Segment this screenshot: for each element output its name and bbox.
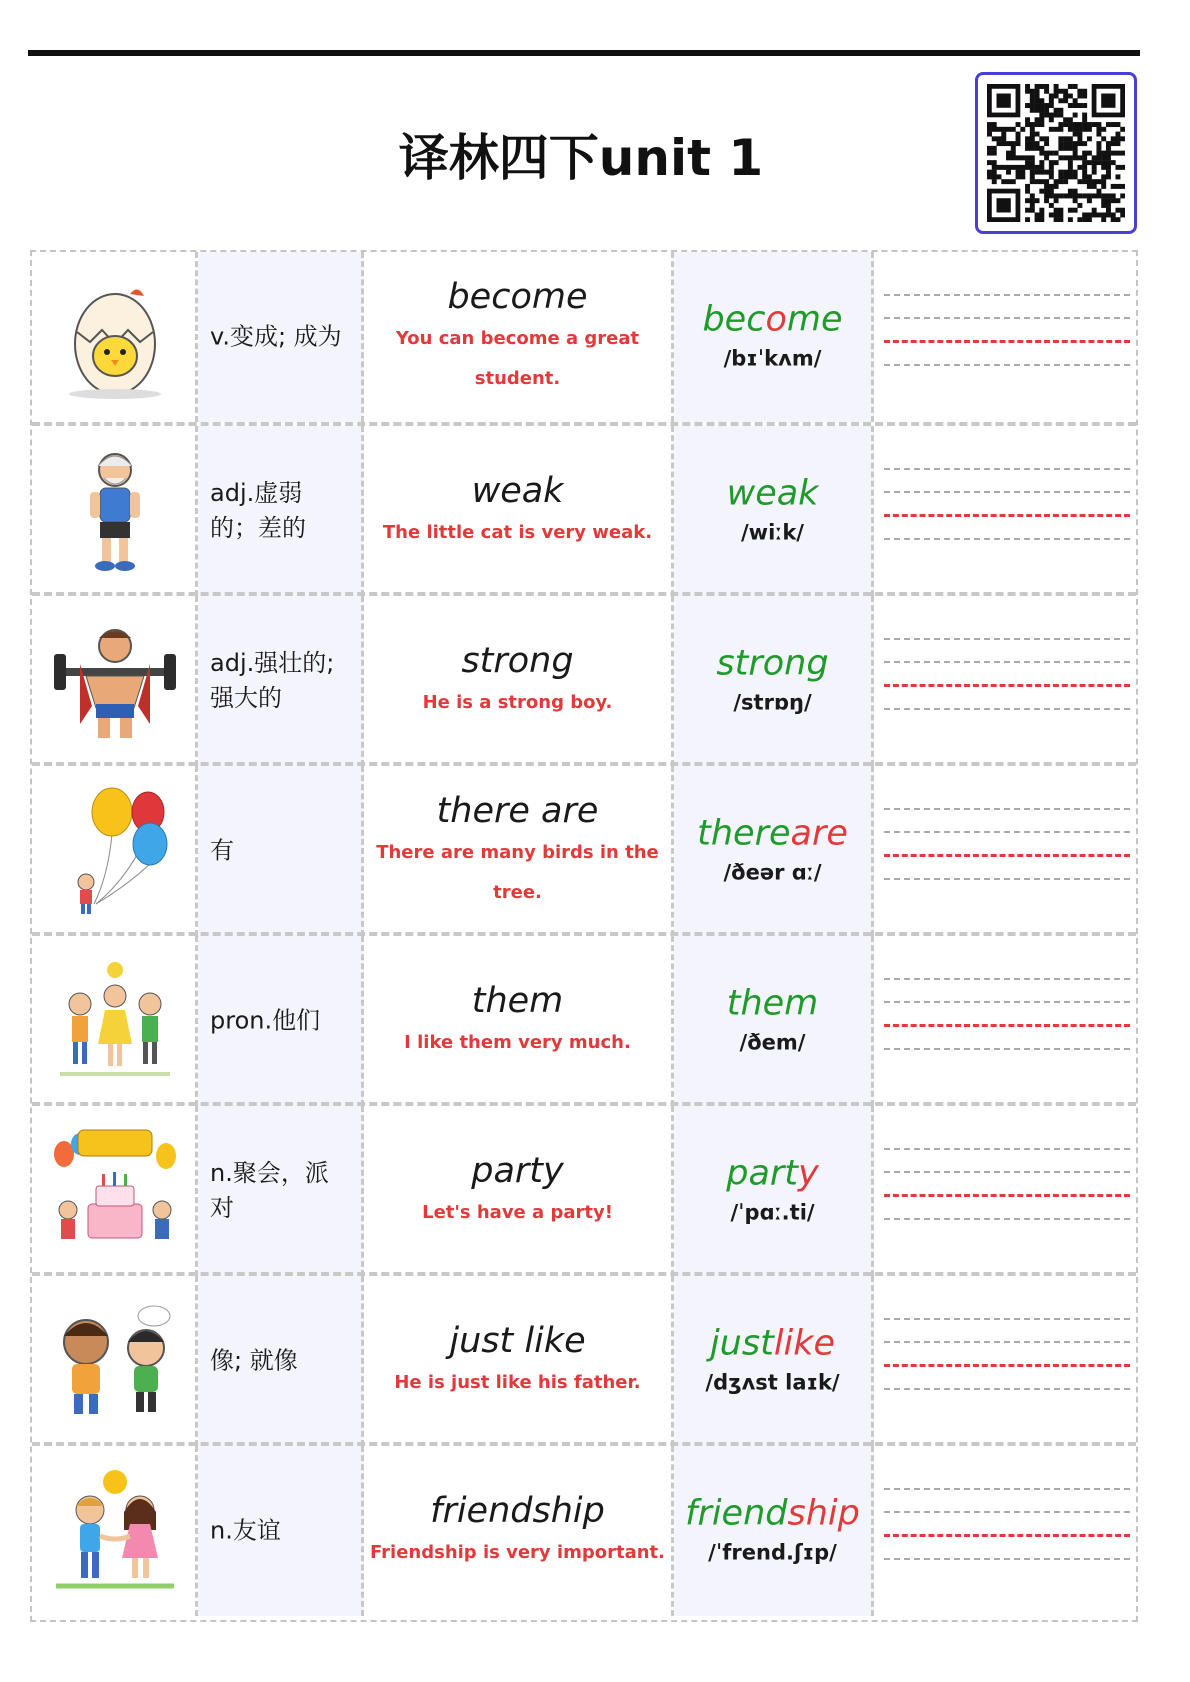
vocabulary-table [30, 250, 1138, 1622]
phonetic-text: /ˈpɑː.ti/ [730, 1200, 815, 1225]
phonetic-text: /strɒŋ/ [733, 690, 812, 715]
meaning-text: adj.强壮的; 强大的 [210, 649, 335, 712]
vocab-row [32, 1442, 1136, 1616]
word-text: friendship [430, 1491, 605, 1531]
meaning-cell [198, 1276, 364, 1446]
vocab-row [32, 932, 1136, 1106]
meaning-cell [198, 936, 364, 1106]
spelling-cell [674, 252, 874, 422]
phonetic-text: /dʒʌst laɪk/ [705, 1370, 840, 1395]
meaning-cell [198, 1106, 364, 1276]
picture-cell [32, 766, 198, 936]
word-cell [364, 766, 674, 936]
page-title: 译林四下unit 1 [398, 129, 764, 187]
qr-code [975, 72, 1137, 234]
meaning-text: n.聚会，派对 [210, 1159, 329, 1222]
spelling-segment: like [773, 1323, 836, 1364]
phonetic-text: /ðem/ [739, 1030, 806, 1055]
vocab-row [32, 762, 1136, 936]
writing-practice-cell [874, 1446, 1136, 1616]
picture-cell [32, 1106, 198, 1276]
writing-practice-cell [874, 426, 1136, 596]
meaning-text: 有 [210, 836, 234, 865]
vocab-row [32, 592, 1136, 766]
spelling-segment: y [798, 1153, 819, 1194]
writing-practice-cell [874, 596, 1136, 766]
word-text: just like [449, 1321, 586, 1361]
example-sentence: Friendship is very important. [370, 1542, 665, 1563]
meaning-cell [198, 596, 364, 766]
example-sentence: The little cat is very weak. [382, 522, 653, 543]
meaning-text: v.变成; 成为 [210, 322, 342, 351]
spelling-cell [674, 936, 874, 1106]
vocab-row [32, 252, 1136, 422]
balloons-picture [50, 786, 180, 916]
colored-spelling [674, 640, 871, 686]
spelling-segment: bec [702, 299, 766, 340]
spelling-segment: them [726, 983, 819, 1024]
word-text: them [471, 981, 564, 1021]
phonetic-text: /bɪˈkʌm/ [723, 346, 822, 371]
phonetic-text: /wiːk/ [741, 520, 804, 545]
weightlifter-picture [50, 616, 180, 746]
colored-spelling [674, 980, 871, 1026]
spelling-cell [674, 766, 874, 936]
word-text: weak [471, 471, 564, 511]
meaning-cell [198, 426, 364, 596]
writing-practice-cell [874, 1106, 1136, 1276]
spelling-segment: strong [716, 643, 829, 684]
spelling-segment: friend [685, 1493, 788, 1534]
writing-practice-cell [874, 1276, 1136, 1446]
spelling-segment: ship [787, 1493, 860, 1534]
writing-practice-cell [874, 252, 1136, 422]
meaning-text: n.友谊 [210, 1516, 281, 1545]
word-cell [364, 1276, 674, 1446]
picture-cell [32, 596, 198, 766]
vocab-row [32, 1272, 1136, 1446]
spelling-segment: o [765, 299, 787, 340]
vocab-row [32, 422, 1136, 596]
word-text: there are [436, 791, 599, 831]
word-cell [364, 426, 674, 596]
word-cell [364, 596, 674, 766]
meaning-text: 像; 就像 [210, 1346, 298, 1375]
example-sentence: He is just like his father. [394, 1372, 641, 1393]
spelling-segment: are [790, 813, 848, 854]
picture-cell [32, 252, 198, 422]
spelling-cell [674, 1106, 874, 1276]
phonetic-text: /ðeər ɑː/ [723, 860, 822, 885]
spelling-segment: part [726, 1153, 799, 1194]
spelling-segment: there [697, 813, 791, 854]
meaning-text: adj.虚弱的；差的 [210, 479, 306, 542]
word-cell [364, 1446, 674, 1616]
word-text: strong [461, 641, 574, 681]
vocab-row [32, 1102, 1136, 1276]
spelling-cell [674, 426, 874, 596]
example-sentence: You can become a great student. [395, 328, 640, 389]
spelling-cell [674, 596, 874, 766]
colored-spelling [674, 810, 871, 856]
example-sentence: Let's have a party! [422, 1202, 613, 1223]
word-cell [364, 1106, 674, 1276]
spelling-segment: just [709, 1323, 774, 1364]
weak-old-man-picture [50, 446, 180, 576]
two-boys-picture [50, 1296, 180, 1426]
meaning-text: pron.他们 [210, 1006, 321, 1035]
writing-practice-cell [874, 766, 1136, 936]
word-cell [364, 252, 674, 422]
example-sentence: He is a strong boy. [422, 692, 613, 713]
example-sentence: I like them very much. [404, 1032, 631, 1053]
spelling-cell [674, 1446, 874, 1616]
colored-spelling [674, 1150, 871, 1196]
picture-cell [32, 936, 198, 1106]
children-playing-picture [50, 956, 180, 1086]
birthday-party-picture [50, 1126, 180, 1256]
spelling-cell [674, 1276, 874, 1446]
spelling-segment: weak [726, 473, 819, 514]
meaning-cell [198, 1446, 364, 1616]
picture-cell [32, 1446, 198, 1616]
spelling-segment: me [786, 299, 843, 340]
word-text: party [471, 1151, 564, 1191]
top-rule [28, 50, 1140, 56]
colored-spelling [674, 470, 871, 516]
colored-spelling [674, 1490, 871, 1536]
meaning-cell [198, 766, 364, 936]
writing-practice-cell [874, 936, 1136, 1106]
qr-code-graphic [987, 84, 1125, 222]
hatching-chick-picture [50, 272, 180, 402]
phonetic-text: /ˈfrend.ʃɪp/ [708, 1540, 837, 1565]
example-sentence: There are many birds in the tree. [376, 842, 659, 903]
word-cell [364, 936, 674, 1106]
word-text: become [447, 277, 588, 317]
colored-spelling [674, 1320, 871, 1366]
friends-picture [50, 1466, 180, 1596]
colored-spelling [674, 296, 871, 342]
picture-cell [32, 426, 198, 596]
meaning-cell [198, 252, 364, 422]
picture-cell [32, 1276, 198, 1446]
